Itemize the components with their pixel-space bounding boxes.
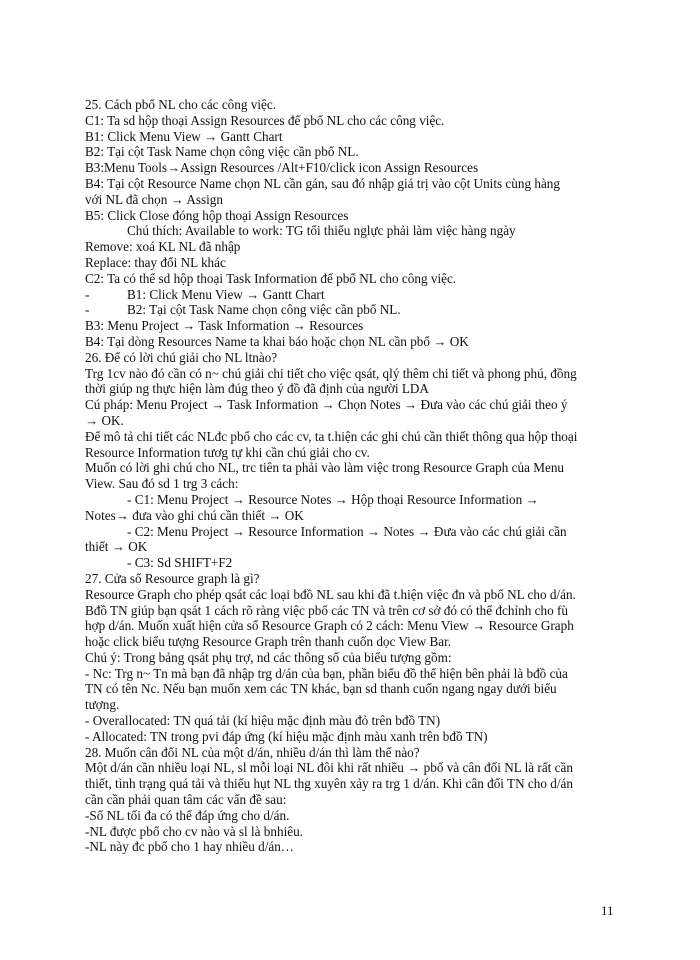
text-line: Replace: thay đổi NL khác — [85, 254, 226, 270]
list-item — [85, 287, 620, 303]
text-line: Muốn có lời ghi chú cho NL, trc tiên ta phải vào làm việc trong Resource Graph của Menu — [85, 460, 565, 476]
text-line: thiết, tình trạng quá tải và thiếu hụt NL thg xuyên xảy ra trg 1 d/án. Khi cân đối TN cho d/án — [85, 776, 573, 792]
text-line: với NL đã chọn → Assign — [85, 191, 223, 207]
text-line-indented: - C3: Sd SHIFT+F2 — [127, 555, 233, 571]
text-line: C1: Ta sd hộp thoại Assign Resources để pbổ NL cho các công việc. — [85, 112, 445, 128]
text-line: cần cần phải quan tâm các vấn đề sau: — [85, 792, 287, 808]
text-line: C2: Ta có thể sd hộp thoại Task Information để pbổ NL cho công việc. — [85, 270, 457, 286]
text-line: -Số NL tối đa có thể đáp ứng cho d/án. — [85, 807, 290, 823]
dash-marker: - — [85, 286, 90, 302]
text-line: -NL này đc pbổ cho 1 hay nhiều d/án… — [85, 839, 294, 855]
text-line: hợp d/án. Muốn xuất hiện cửa sổ Resource Graph có 2 cách: Menu View → Resource Graph — [85, 618, 574, 634]
text-line: B4: Tại cột Resource Name chọn NL cần gán, sau đó nhập giá trị vào cột Units cùng hàng — [85, 175, 560, 191]
heading-26: 26. Để có lời chú giải cho NL ltnào? — [85, 349, 278, 365]
list-item — [85, 302, 620, 318]
text-line-indented: - C2: Menu Project → Resource Information → Notes → Đưa vào các chú giải cần — [127, 523, 567, 539]
list-item-text: B2: Tại cột Task Name chọn công việc cần pbổ NL. — [127, 302, 401, 318]
text-line: hoặc click biểu tượng Resource Graph trên thanh cuốn dọc View Bar. — [85, 634, 452, 650]
text-line-indented: Chú thích: Available to work: TG tối thiểu nglực phải làm việc hàng ngày — [127, 223, 516, 239]
text-line: → OK. — [85, 412, 124, 428]
text-line: Trg 1cv nào đó cần có n~ chú giải chi tiết cho việc qsát, qlý thêm chi tiết và phong phú, đồng — [85, 365, 577, 381]
text-line: Một d/án cần nhiều loại NL, sl mỗi loại NL đôi khi rất nhiều → pbổ và cân đối NL là rất cần — [85, 760, 573, 776]
text-line: Notes→ đưa vào ghi chú cần thiết → OK — [85, 507, 304, 523]
text-line: B4: Tại dòng Resources Name ta khai báo hoặc chọn NL cần pbổ → OK — [85, 333, 469, 349]
text-line: Resource Graph cho phép qsát các loại bđồ NL sau khi đã t.hiện việc đn và pbổ NL cho d/án. — [85, 586, 576, 602]
text-line: Chú ý: Trong bảng qsát phụ trợ, nd các thông số của biểu tượng gồm: — [85, 649, 452, 665]
heading-28: 28. Muốn cân đối NL của một d/án, nhiều d/án thì làm thế nào? — [85, 744, 420, 760]
text-line: Bđồ TN giúp bạn qsát 1 cách rõ ràng việc pbổ các TN và trên cơ sở đó có thể đchỉnh cho fù — [85, 602, 568, 618]
text-line: -NL được pbổ cho cv nào và sl là bnhiêu. — [85, 823, 303, 839]
text-line: - Allocated: TN trong pvi đáp ứng (kí hiệu mặc định màu xanh trên bđồ TN) — [85, 728, 488, 744]
text-line: Resource Information tươg tự khi cần chú giải cho cv. — [85, 444, 370, 460]
text-line: B1: Click Menu View → Gantt Chart — [85, 128, 283, 144]
text-line: B2: Tại cột Task Name chọn công việc cần pbổ NL. — [85, 144, 359, 160]
text-line: - Nc: Trg n~ Tn mà bạn đã nhập trg d/án của bạn, phần biểu đồ thể hiện bên phải là bđồ của — [85, 665, 568, 681]
heading-27: 27. Cửa sổ Resource graph là gì? — [85, 570, 260, 586]
list-item-text: B1: Click Menu View → Gantt Chart — [127, 286, 325, 302]
text-line: - Overallocated: TN quá tải (kí hiệu mặc định màu đỏ trên bđồ TN) — [85, 713, 441, 729]
text-line: Remove: xoá KL NL đã nhập — [85, 239, 241, 255]
text-line: TN có tên Nc. Nếu bạn muốn xem các TN khác, bạn sd thanh cuốn ngang ngay dưới biểu — [85, 681, 557, 697]
text-line: thiết → OK — [85, 539, 148, 555]
text-line: B3:Menu Tools→Assign Resources /Alt+F10/click icon Assign Resources — [85, 160, 479, 176]
text-line: thời giúp ng thực hiện làm đúg theo ý đồ đã định của người LDA — [85, 381, 429, 397]
text-line-indented: - C1: Menu Project → Resource Notes → Hộp thoại Resource Information → — [127, 491, 539, 507]
document-page — [85, 97, 620, 855]
heading-25: 25. Cách pbổ NL cho các công việc. — [85, 97, 277, 112]
page-number: 11 — [601, 903, 614, 918]
dash-marker: - — [85, 302, 90, 318]
text-line: View. Sau đó sd 1 trg 3 cách: — [85, 476, 239, 492]
text-line: Cú pháp: Menu Project → Task Information → Chọn Notes → Đưa vào các chú giải theo ý — [85, 397, 568, 413]
text-line: Để mô tả chi tiết các NLđc pbổ cho các cv, ta t.hiện các ghi chú cần thiết thông qua hộp thoại — [85, 428, 578, 444]
text-line: B5: Click Close đóng hộp thoại Assign Resources — [85, 207, 349, 223]
text-line: tượng. — [85, 697, 120, 713]
text-line: B3: Menu Project → Task Information → Resources — [85, 318, 364, 334]
